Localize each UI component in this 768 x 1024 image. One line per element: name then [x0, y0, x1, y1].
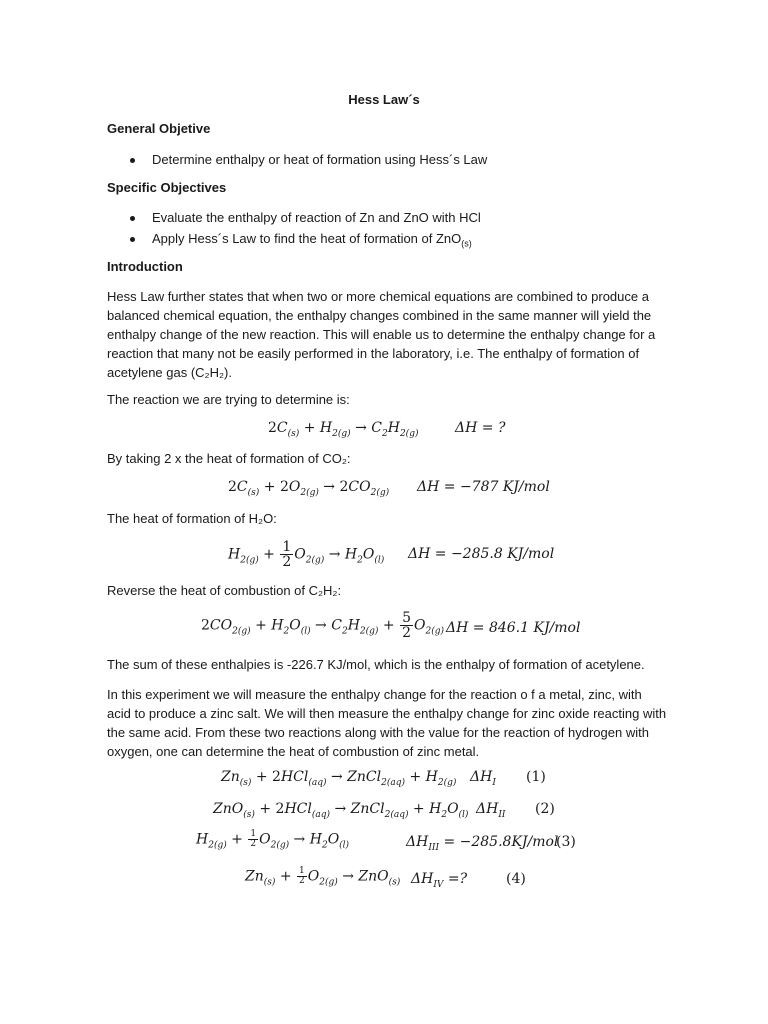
introduction-paragraph: Hess Law further states that when two or more chemical equations are combined to produce a balanced chemical equation, the enthalpy changes combined in the same manner will yield the enthalpy change of the new reaction. This will enable us to determine the enthalpy change for a reaction that many not be easily performed in the laboratory, i.e. The enthalpy of formation of acetylene gas (C₂H₂).: [107, 289, 656, 380]
reaction-4-number: (4): [506, 871, 526, 887]
equation-acetylene-formation: $2C_{(s)} + H_{2(g)} \to C_2H_{2(g)}$: [268, 420, 419, 439]
equation-2-delta-h: ΔH = −787 KJ/mol: [417, 479, 550, 495]
h2o-line: The heat of formation of H₂O:: [107, 511, 277, 526]
sum-line: The sum of these enthalpies is -226.7 KJ/mol, which is the enthalpy of formation of acetylene.: [107, 657, 645, 672]
reaction-target-line: The reaction we are trying to determine is:: [107, 392, 350, 407]
bullet-icon: [130, 216, 135, 221]
bullet-icon: [130, 158, 135, 163]
co2-line: By taking 2 x the heat of formation of CO₂:: [107, 451, 351, 466]
general-objective-heading: General Objetive: [107, 121, 211, 136]
reaction-2: ZnO$_{(s)}$ + 2HCl$_{(aq)}$ → ZnCl$_{2(aq)}$ + $H_2O_{(l)}$: [213, 801, 469, 820]
reaction-3-number: (3): [556, 834, 576, 850]
reaction-3-delta-h: $\Delta H_{III} = -285.8KJ/mol$: [406, 834, 559, 853]
equation-4-delta-h: ΔH = 846.1 KJ/mol: [446, 620, 581, 636]
experiment-paragraph: In this experiment we will measure the enthalpy change for the reaction o f a metal, zinc, with acid to produce a zinc salt. We will then measure the enthalpy change for zinc oxide reacting with the same acid. From these two reactions along with the value for the reaction of hydrogen with oxygen, one can determine the heat of combustion of zinc metal.: [107, 687, 667, 759]
reaction-1: $Zn_{(s)} + 2HCl_{(aq)}$ → ZnCl$_{2(aq)}$ + $H_{2(g)}$: [221, 769, 457, 788]
specific-objectives-heading: Specific Objectives: [107, 180, 227, 195]
page-title: Hess Law´s: [348, 92, 420, 107]
equation-reverse-combustion: $2CO_{2(g)} + H_2O_{(l)} \to C_2H_{2(g)}$ + $\frac{5}{2}$ $O_{2(g)}$: [201, 610, 444, 641]
equation-3-delta-h: ΔH = −285.8 KJ/mol: [408, 546, 555, 562]
reaction-2-delta-h: $\Delta H_{II}$: [476, 801, 506, 820]
reaction-1-number: (1): [526, 769, 546, 785]
bullet-icon: [130, 237, 135, 242]
equation-h2o-formation: $H_{2(g)}$ + $\frac{1}{2}$ $O_{2(g)} \to H_2O_{(l)}$: [228, 539, 385, 570]
equation-co2-formation: $2C_{(s)} + 2O_{2(g)} \to 2CO_{2(g)}$: [228, 479, 390, 498]
reaction-2-number: (2): [535, 801, 555, 817]
document-page: Hess Law´s General Objetive Determine enthalpy or heat of formation using Hess´s Law Specific Objectives Evaluate the enthalpy of reaction of Zn and ZnO with HCl Apply Hess´s Law to find the heat of formation of ZnO$_{(s)}$ Introduction Hess Law further states that when two or more chemical equations are combined to produce a balanced chemical equation, the enthalpy changes combined in the same manner will yield the enthalpy change of the new reaction. This will enable us to determine the enthalpy change for a reaction that many not be easily performed in the laboratory, i.e. The enthalpy of formation of acetylene gas (C₂H₂). The reaction we are trying to determine is: $2C_{(s)} + H_{2(g)} \to C_2H_{2(g)}$ ΔH = ? By taking 2 x the heat of formation of CO₂: $2C_{(s)} + 2O_{2(g)} \to 2CO_{2(g)}$ ΔH = −787 KJ/mol The heat of formation of H₂O: $H_{2(g)}$ + $\frac{1}{2}$ $O_{2(g)} \to H_2O_{(l)}$ ΔH = −285.8 KJ/mol Reverse the heat of combustion of C₂H₂: $2CO_{2(g)} + H_2O_{(l)} \to C_2H_{2(g)}$ + $\frac{5}{2}$ $O_{2(g)}$ ΔH = 846.1 KJ/mol The sum of these enthalpies is -226.7 KJ/mol, which is the enthalpy of formation of acetylene. In this experiment we will measure the enthalpy change for the reaction o f a metal, zinc, with acid to produce a zinc salt. We will then measure the enthalpy change for zinc oxide reacting with the same acid. From these two reactions along with the value for the reaction of hydrogen with oxygen, one can determine the heat of combustion of zinc metal. $Zn_{(s)} + 2HCl_{(aq)}$ → ZnCl$_{2(aq)}$ + $H_{2(g)}$ $\Delta H_I$ (1) ZnO$_{(s)}$ + 2HCl$_{(aq)}$ → ZnCl$_{2(aq)}$ + $H_2O_{(l)}$ $\Delta H_{II}$ (2) $H_{2(g)}$ + $\frac{1}{2}$ $O_{2(g)} \to H_2O_{(l)}$ $\Delta H_{III} = -285.8KJ/mol$ (3) $Zn_{(s)}$ + $\frac{1}{2}$ $O_{2(g)} \to ZnO_{(s)}$ $\Delta H_{IV}$ =? (4): [0, 0, 768, 1024]
reaction-3: $H_{2(g)}$ + $\frac{1}{2}$ $O_{2(g)} \to H_2O_{(l)}$: [196, 829, 350, 851]
reaction-4: $Zn_{(s)}$ + $\frac{1}{2}$ $O_{2(g)} \to ZnO_{(s)}$: [245, 866, 401, 888]
equation-1-delta-h: ΔH = ?: [455, 420, 506, 436]
reaction-4-delta-h: $\Delta H_{IV}$ =?: [411, 871, 468, 890]
reaction-1-delta-h: $\Delta H_I$: [470, 769, 496, 788]
reverse-line: Reverse the heat of combustion of C₂H₂:: [107, 583, 342, 598]
introduction-heading: Introduction: [107, 259, 183, 274]
